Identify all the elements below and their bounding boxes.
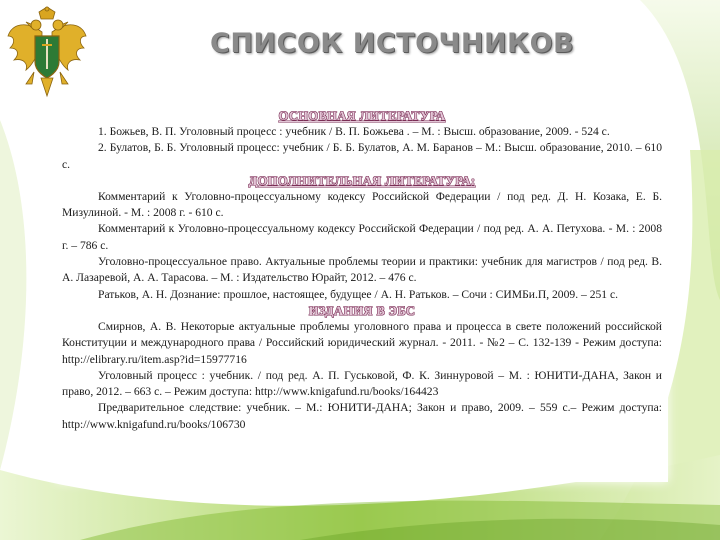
section-heading-additional-literature: ДОПОЛНИТЕЛЬНАЯ ЛИТЕРАТУРА:: [248, 173, 476, 188]
reference-entry: Смирнов, А. В. Некоторые актуальные проблемы уголовного права и процесса в свете положений российской Конституции и международного права / Российский юридический журнал. - 2011. - №2 – С. 132-139 - Режим доступа: http://elibrary.ru/item.asp?id=15977716: [62, 319, 662, 366]
reference-entry: 1. Божьев, В. П. Уголовный процесс : учебник / В. П. Божьева . – М. : Высш. образование, 2009. - 524 с.: [98, 125, 610, 138]
section-heading-main-literature: ОСНОВНАЯ ЛИТЕРАТУРА: [278, 109, 446, 123]
section-heading-ebs-editions: ИЗДАНИЯ В ЭБС: [308, 303, 416, 318]
reference-entry: Предварительное следствие: учебник. – М.: ЮНИТИ-ДАНА; Закон и право, 2009. – 559 с.– Режим доступа: http://www.knigafund.ru/books/106730: [62, 401, 662, 431]
slide-title: СПИСОК ИСТОЧНИКОВ: [210, 28, 575, 59]
reference-entry: Уголовно-процессуальное право. Актуальные проблемы теории и практики: учебник для магистров / под ред. В. А. Лазаревой, А. А. Тарасова. – М. : Издательство Юрайт, 2012. – 476 с.: [62, 255, 662, 285]
references-panel: [56, 104, 668, 482]
reference-entry: Комментарий к Уголовно-процессуальному кодексу Российской Федерации / под ред. А. А. Петухова. - М. : 2008 г. – 786 с.: [62, 222, 662, 252]
double-headed-eagle-emblem: [6, 6, 88, 102]
reference-entry: Комментарий к Уголовно-процессуальному кодексу Российской Федерации / под ред. Д. Н. Козака, Е. Б. Мизулиной. - М. : 2008 г. - 610 с.: [62, 189, 662, 220]
reference-entry: Ратьков, А. Н. Дознание: прошлое, настоящее, будущее / А. Н. Ратьков. – Сочи : СИМБи.П, 2009. – 251 с.: [98, 287, 619, 301]
reference-entry: Уголовный процесс : учебник. / под ред. А. П. Гуськовой, Ф. К. Зиннуровой – М. : ЮНИТИ-ДАНА, Закон и право, 2012. – 663 с. – Режим доступа: http://www.knigafund.ru/books/164423: [62, 368, 662, 399]
reference-entry: 2. Булатов, Б. Б. Уголовный процесс: учебник / Б. Б. Булатов, А. М. Баранов – М.: Высш. образование, 2010. – 610 с.: [62, 141, 662, 171]
